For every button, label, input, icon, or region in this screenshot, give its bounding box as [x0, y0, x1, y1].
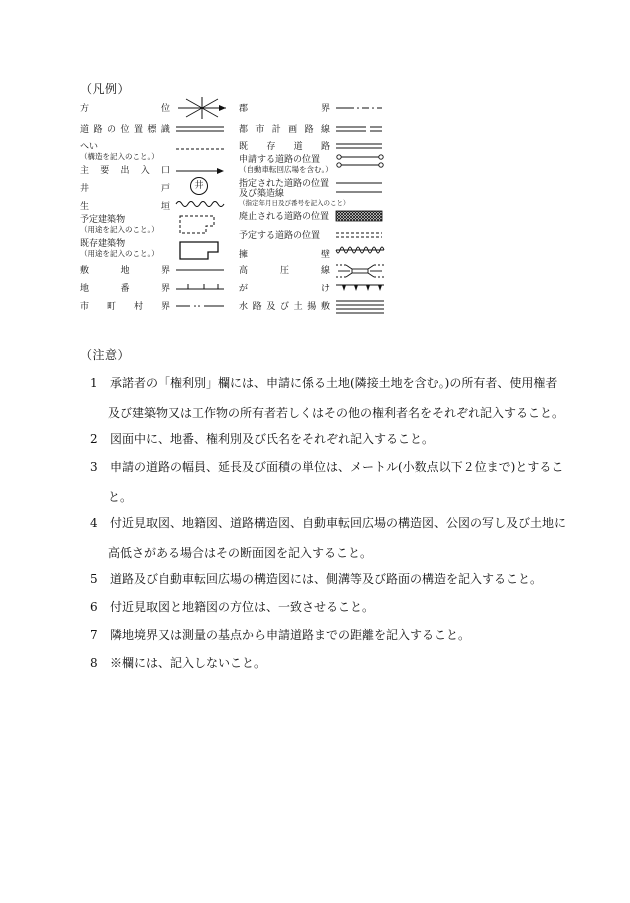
legend-label-planned-building: 予定建築物 （用途を記入のこと。）: [80, 215, 159, 234]
legend-label-high-voltage-line: 高 圧 線: [239, 266, 330, 276]
north-arrow-icon: [176, 96, 228, 120]
legend-label-planned-road: 予定する道路の位置: [239, 231, 321, 241]
legend-label-applied-road: 申請する道路の位置 （自動車転回広場を含む。）: [239, 155, 333, 174]
legend-label-existing-road: 既 存 道 路: [239, 142, 330, 152]
waterway-symbol: [336, 299, 384, 315]
cliff-symbol: [336, 283, 384, 293]
notes-title: （注意）: [80, 348, 131, 362]
legend-label-direction: 方 位: [80, 104, 170, 114]
designated-road-symbol: [336, 180, 382, 194]
legend-label-waterway: 水 路 及 び 土 揚 敷: [239, 302, 330, 312]
legend-label-well: 井 戸: [80, 184, 170, 194]
high-voltage-line-symbol: [336, 262, 384, 280]
planned-building-symbol: [178, 213, 222, 235]
municipal-boundary-symbol: [176, 303, 224, 309]
planned-road-symbol: [336, 230, 382, 240]
legend-title: （凡例）: [80, 82, 131, 96]
county-boundary-symbol: [336, 105, 382, 111]
legend-label-main-entrance: 主 要 出 入 口: [80, 166, 170, 176]
legend-label-designated-road: 指定された道路の位置 及び築造線 （指定年月日及び番号を記入のこと）: [239, 179, 350, 207]
legend-label-site-boundary: 敷 地 界: [80, 266, 170, 276]
arrow-right-icon: [176, 166, 224, 176]
existing-building-symbol: [178, 239, 222, 261]
legend-label-cliff: が け: [239, 284, 330, 294]
well-icon: 井: [190, 177, 208, 195]
legend-label-abolished-road: 廃止される道路の位置: [239, 212, 330, 222]
road-marker-symbol: [176, 124, 224, 134]
legend-label-fence: へい （構造を記入のこと。）: [80, 142, 159, 161]
legend-label-lot-boundary: 地 番 界: [80, 284, 170, 294]
legend-label-retaining-wall: 擁 壁: [239, 250, 330, 260]
retaining-wall-symbol: [336, 248, 384, 258]
legend-label-existing-building: 既存建築物 （用途を記入のこと。）: [80, 239, 159, 258]
legend-label-municipal-boundary: 市 町 村 界: [80, 302, 170, 312]
legend-label-county-boundary: 郡 界: [239, 104, 330, 114]
legend-label-hedge: 生 垣: [80, 202, 170, 212]
applied-road-symbol: [336, 154, 384, 168]
abolished-road-symbol: [336, 211, 382, 221]
city-planning-road-symbol: [336, 124, 382, 134]
fence-symbol: [176, 146, 224, 152]
site-boundary-symbol: [176, 267, 224, 273]
legend-label-road-marker: 道 路 の 位 置 標 識: [80, 125, 170, 135]
lot-boundary-symbol: [176, 281, 224, 293]
existing-road-symbol: [336, 141, 382, 151]
legend-label-city-planning-road: 都 市 計 画 路 線: [239, 125, 330, 135]
hedge-symbol: [176, 199, 224, 209]
